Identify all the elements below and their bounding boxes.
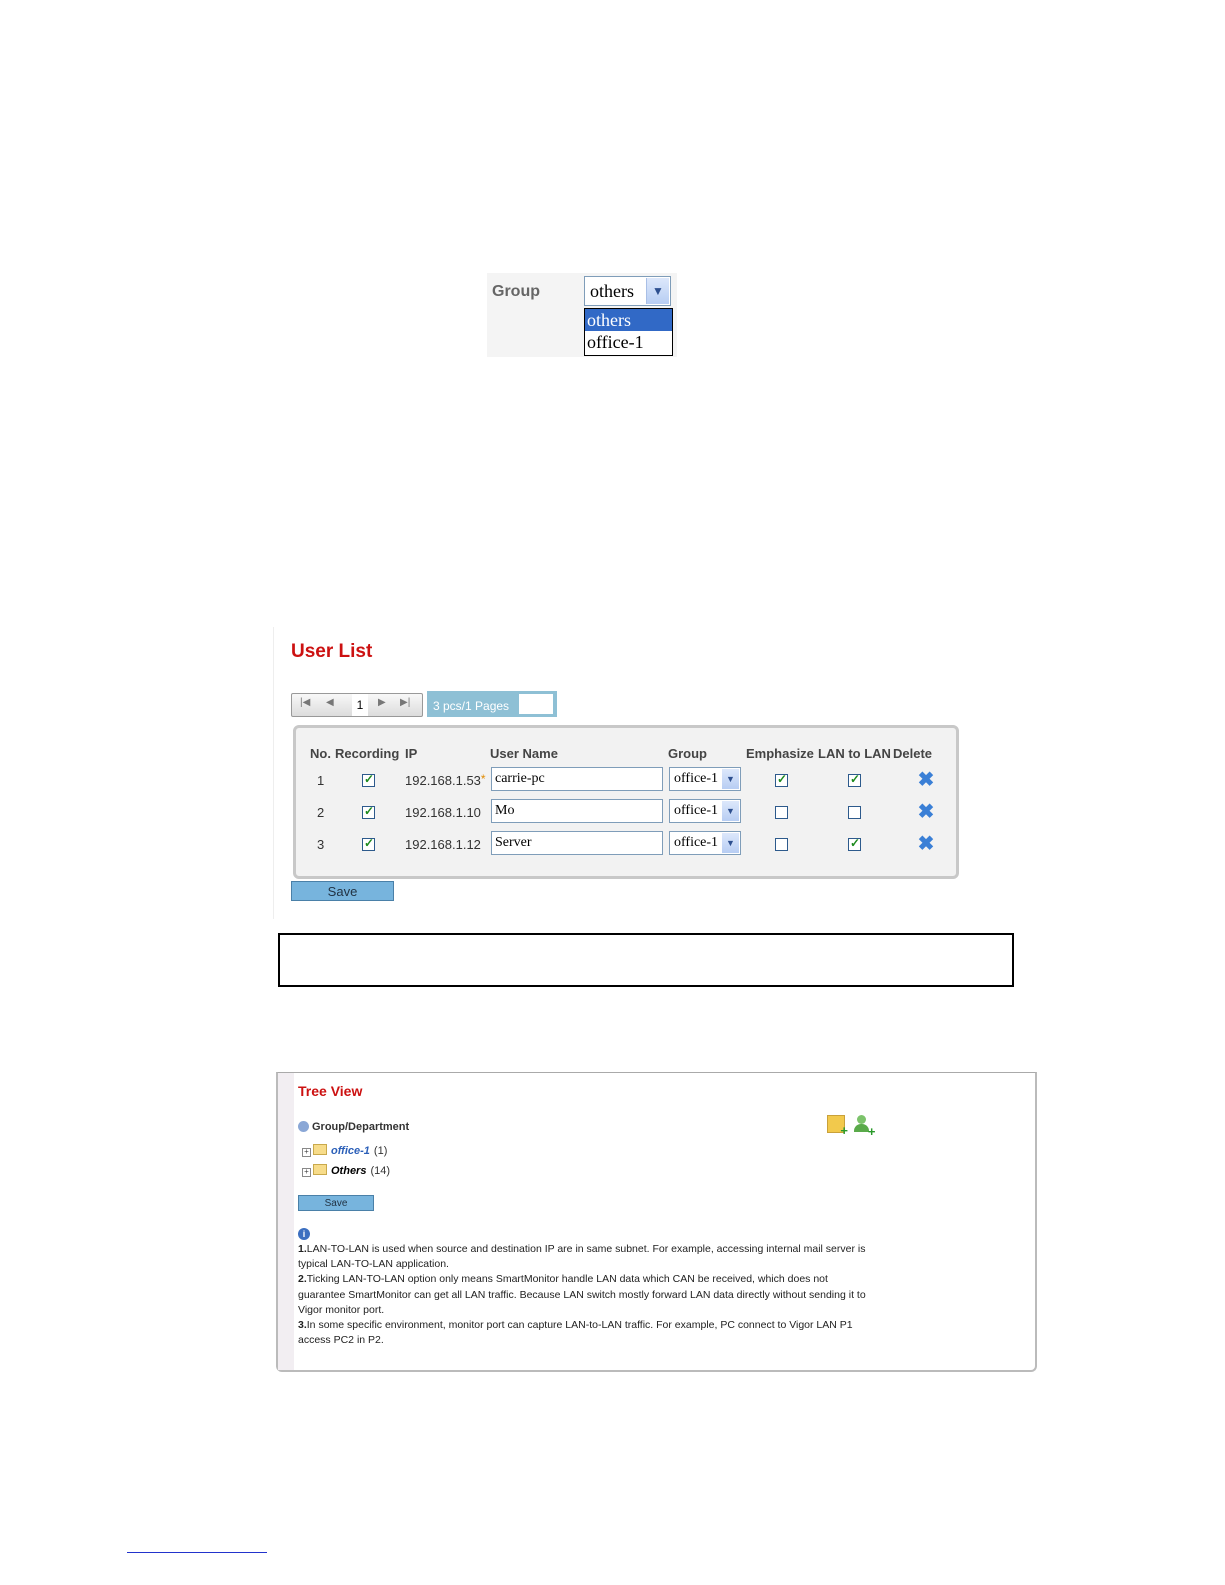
group-select[interactable]: [584, 276, 671, 306]
col-emphasize: Emphasize: [746, 746, 814, 761]
col-no: No.: [310, 746, 331, 761]
pager: [291, 693, 423, 717]
pager-info: [427, 691, 557, 717]
side-strip: [278, 1073, 294, 1370]
recording-checkbox[interactable]: [362, 838, 375, 851]
tree-node-count: (14): [370, 1165, 391, 1177]
chevron-down-icon[interactable]: ▼: [722, 769, 739, 789]
last-page-icon[interactable]: ▶|: [400, 697, 411, 708]
notes: [298, 1242, 878, 1348]
row-no: 1: [317, 773, 325, 788]
pager-info-text: 3 pcs/1 Pages: [433, 699, 510, 713]
lan-to-lan-checkbox[interactable]: [848, 806, 861, 819]
page-size-input[interactable]: [519, 694, 553, 714]
note-item: 3.In some specific environment, monitor port can capture LAN-to-LAN traffic. For example, PC connect to Vigor LAN P1 access PC2 in P2.: [298, 1319, 853, 1347]
emphasize-checkbox[interactable]: [775, 806, 788, 819]
delete-icon[interactable]: ✖: [917, 801, 935, 823]
tree-node-count: (1): [373, 1145, 388, 1157]
tree-toolbar: [827, 1115, 875, 1138]
user-list-save-button[interactable]: Save: [291, 881, 394, 901]
user-name-input[interactable]: carrie-pc: [491, 767, 663, 791]
col-lan-to-lan: LAN to LAN: [818, 746, 891, 761]
user-name-input[interactable]: Server: [491, 831, 663, 855]
col-user-name: User Name: [490, 746, 558, 761]
row-ip: 192.168.1.53*: [405, 772, 486, 788]
tree-view-save-button[interactable]: Save: [298, 1195, 374, 1211]
chevron-down-icon[interactable]: ▼: [646, 278, 669, 304]
row-no: 2: [317, 805, 325, 820]
add-user-icon[interactable]: [853, 1115, 871, 1133]
user-name-input[interactable]: Mo: [491, 799, 663, 823]
group-select-value: others: [590, 281, 634, 301]
note-item: 2.Ticking LAN-TO-LAN option only means SmartMonitor handle LAN data which CAN be received, which does not guarantee SmartMonitor can get all LAN traffic. Because LAN switch mostly forward LAN data directly without sending it to Vigor monitor port.: [298, 1273, 866, 1316]
next-page-icon[interactable]: ▶: [378, 697, 386, 708]
tree-view-title: Tree View: [298, 1083, 363, 1099]
tree-node-label[interactable]: office-1: [331, 1145, 370, 1157]
tree-root-label: Group/Department: [312, 1121, 410, 1133]
add-group-icon[interactable]: [827, 1115, 845, 1133]
folder-icon: [313, 1164, 327, 1175]
first-page-icon[interactable]: |◀: [300, 697, 311, 708]
row-group-select[interactable]: [669, 767, 741, 791]
globe-icon: [298, 1121, 309, 1132]
group-option-others[interactable]: others: [585, 309, 672, 331]
row-group-value: office-1: [674, 771, 719, 786]
info-icon: i: [298, 1228, 310, 1240]
group-options-list: [584, 308, 673, 356]
row-no: 3: [317, 837, 325, 852]
prev-page-icon[interactable]: ◀: [326, 697, 334, 708]
lan-to-lan-checkbox[interactable]: [848, 774, 861, 787]
col-ip: IP: [405, 746, 418, 761]
footer-link-line: [127, 1552, 267, 1553]
emphasize-checkbox[interactable]: [775, 774, 788, 787]
star-marker: *: [480, 772, 486, 786]
tree-node-others[interactable]: [302, 1164, 390, 1177]
note-item: 1.LAN-TO-LAN is used when source and destination IP are in same subnet. For example, accessing internal mail server is typical LAN-TO-LAN application.: [298, 1243, 866, 1271]
recording-checkbox[interactable]: [362, 806, 375, 819]
row-group-value: office-1: [674, 803, 719, 818]
group-dropdown-panel: [487, 273, 677, 357]
row-ip: 192.168.1.10: [405, 805, 481, 820]
tree-view-panel: [276, 1072, 1037, 1372]
row-group-select[interactable]: [669, 831, 741, 855]
col-delete: Delete: [893, 746, 933, 761]
chevron-down-icon[interactable]: ▼: [722, 801, 739, 821]
tree-root: [298, 1121, 409, 1133]
row-group-value: office-1: [674, 835, 719, 850]
user-list-title: User List: [291, 641, 373, 662]
expand-icon[interactable]: +: [302, 1168, 311, 1177]
tree-node-label[interactable]: Others: [331, 1165, 367, 1177]
row-group-select[interactable]: [669, 799, 741, 823]
expand-icon[interactable]: +: [302, 1148, 311, 1157]
row-ip: 192.168.1.12: [405, 837, 481, 852]
emphasize-checkbox[interactable]: [775, 838, 788, 851]
folder-icon: [313, 1144, 327, 1155]
group-option-office-1[interactable]: office-1: [587, 332, 644, 352]
lan-to-lan-checkbox[interactable]: [848, 838, 861, 851]
tree-node-office-1[interactable]: [302, 1144, 387, 1157]
user-table: [293, 725, 959, 879]
page-number[interactable]: 1: [352, 694, 368, 716]
chevron-down-icon[interactable]: ▼: [722, 833, 739, 853]
caption-box: [278, 933, 1014, 987]
col-group: Group: [668, 746, 707, 761]
user-list-panel: [273, 627, 1004, 919]
delete-icon[interactable]: ✖: [917, 769, 935, 791]
recording-checkbox[interactable]: [362, 774, 375, 787]
col-recording: Recording: [335, 746, 400, 761]
delete-icon[interactable]: ✖: [917, 833, 935, 855]
group-label: Group: [492, 283, 540, 300]
